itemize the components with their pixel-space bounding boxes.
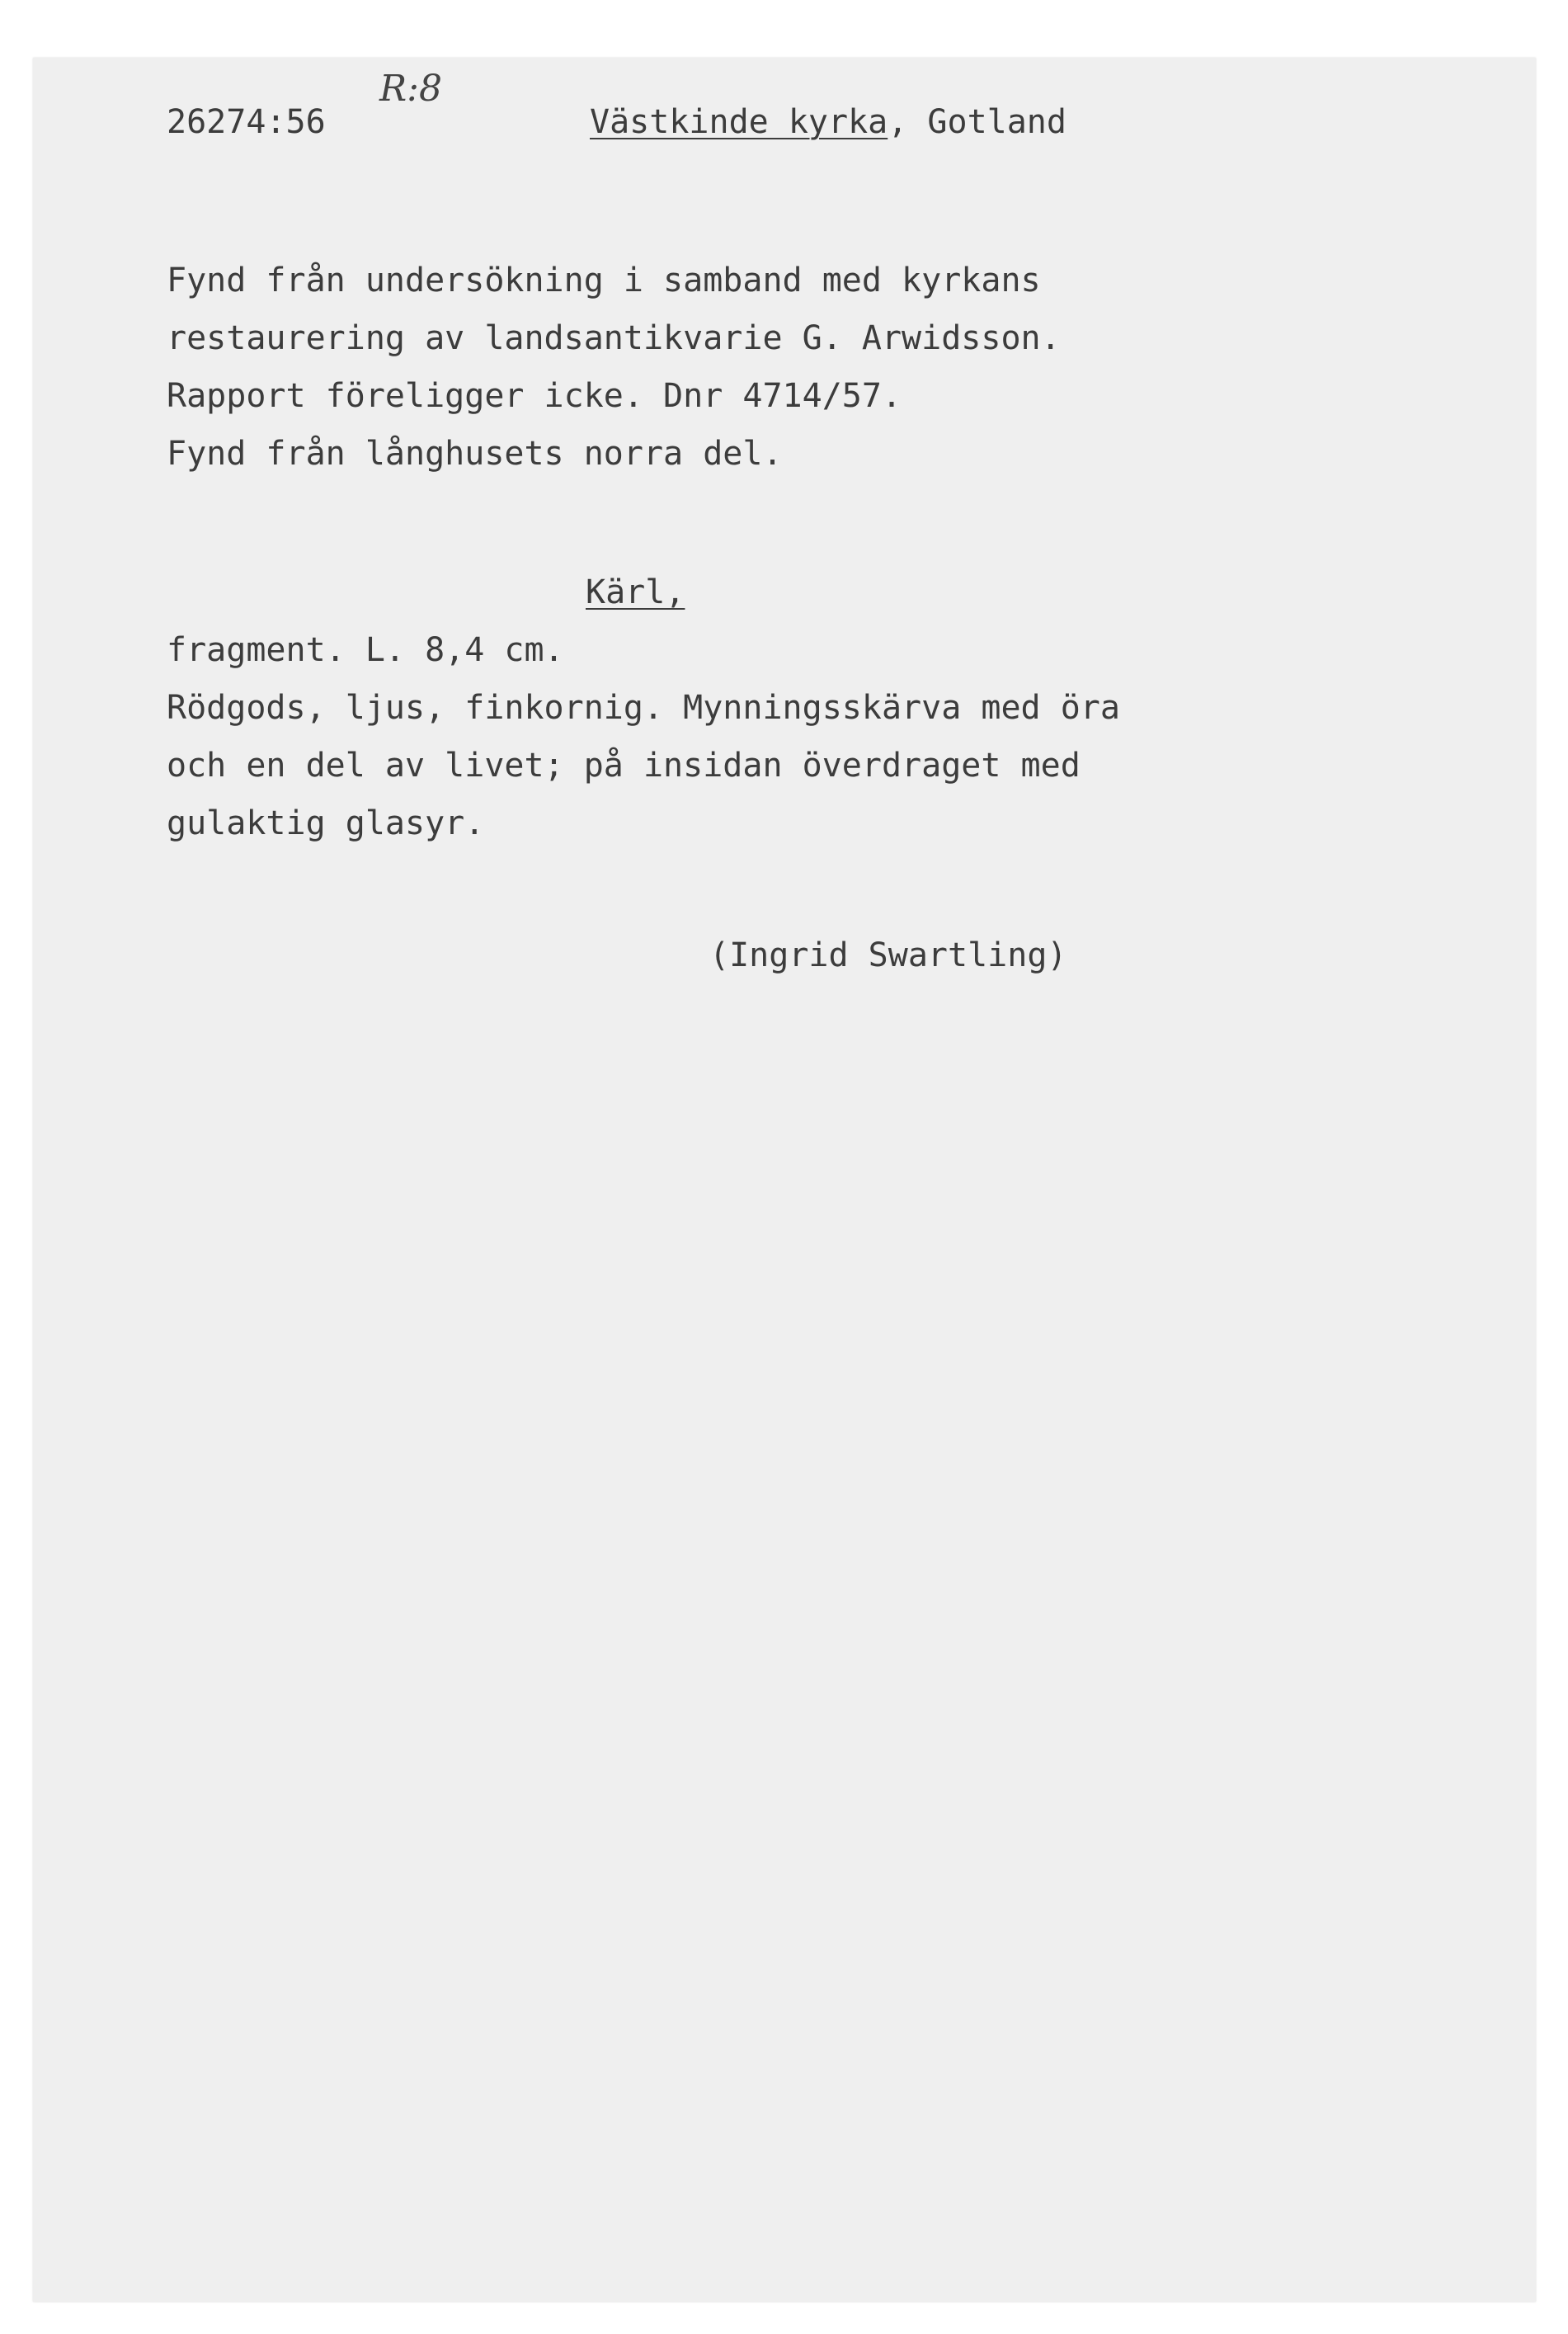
intro-line: Rapport föreligger icke. Dnr 4714/57. [167,377,902,415]
intro-line: Fynd från långhusets norra del. [167,435,783,473]
catalog-number: 26274:56 [167,103,326,141]
description-line: och en del av livet; på insidan överdraget med [167,747,1081,785]
description-line: fragment. L. 8,4 cm. [167,631,564,669]
location-heading [590,103,1067,141]
description-line: gulaktig glasyr. [167,804,485,842]
location-name: Västkinde kyrka [590,103,888,141]
handwritten-mark: R:8 [379,68,442,110]
intro-line: restaurering av landsantikvarie G. Arwidsson. [167,319,1061,357]
location-suffix: , Gotland [888,103,1067,141]
catalog-card [33,58,1536,2302]
author-signature: (Ingrid Swartling) [709,936,1067,974]
description-line: Rödgods, ljus, finkornig. Mynningsskärva med öra [167,689,1120,727]
intro-line: Fynd från undersökning i samband med kyrkans [167,262,1041,299]
object-heading: Kärl, [586,573,685,611]
